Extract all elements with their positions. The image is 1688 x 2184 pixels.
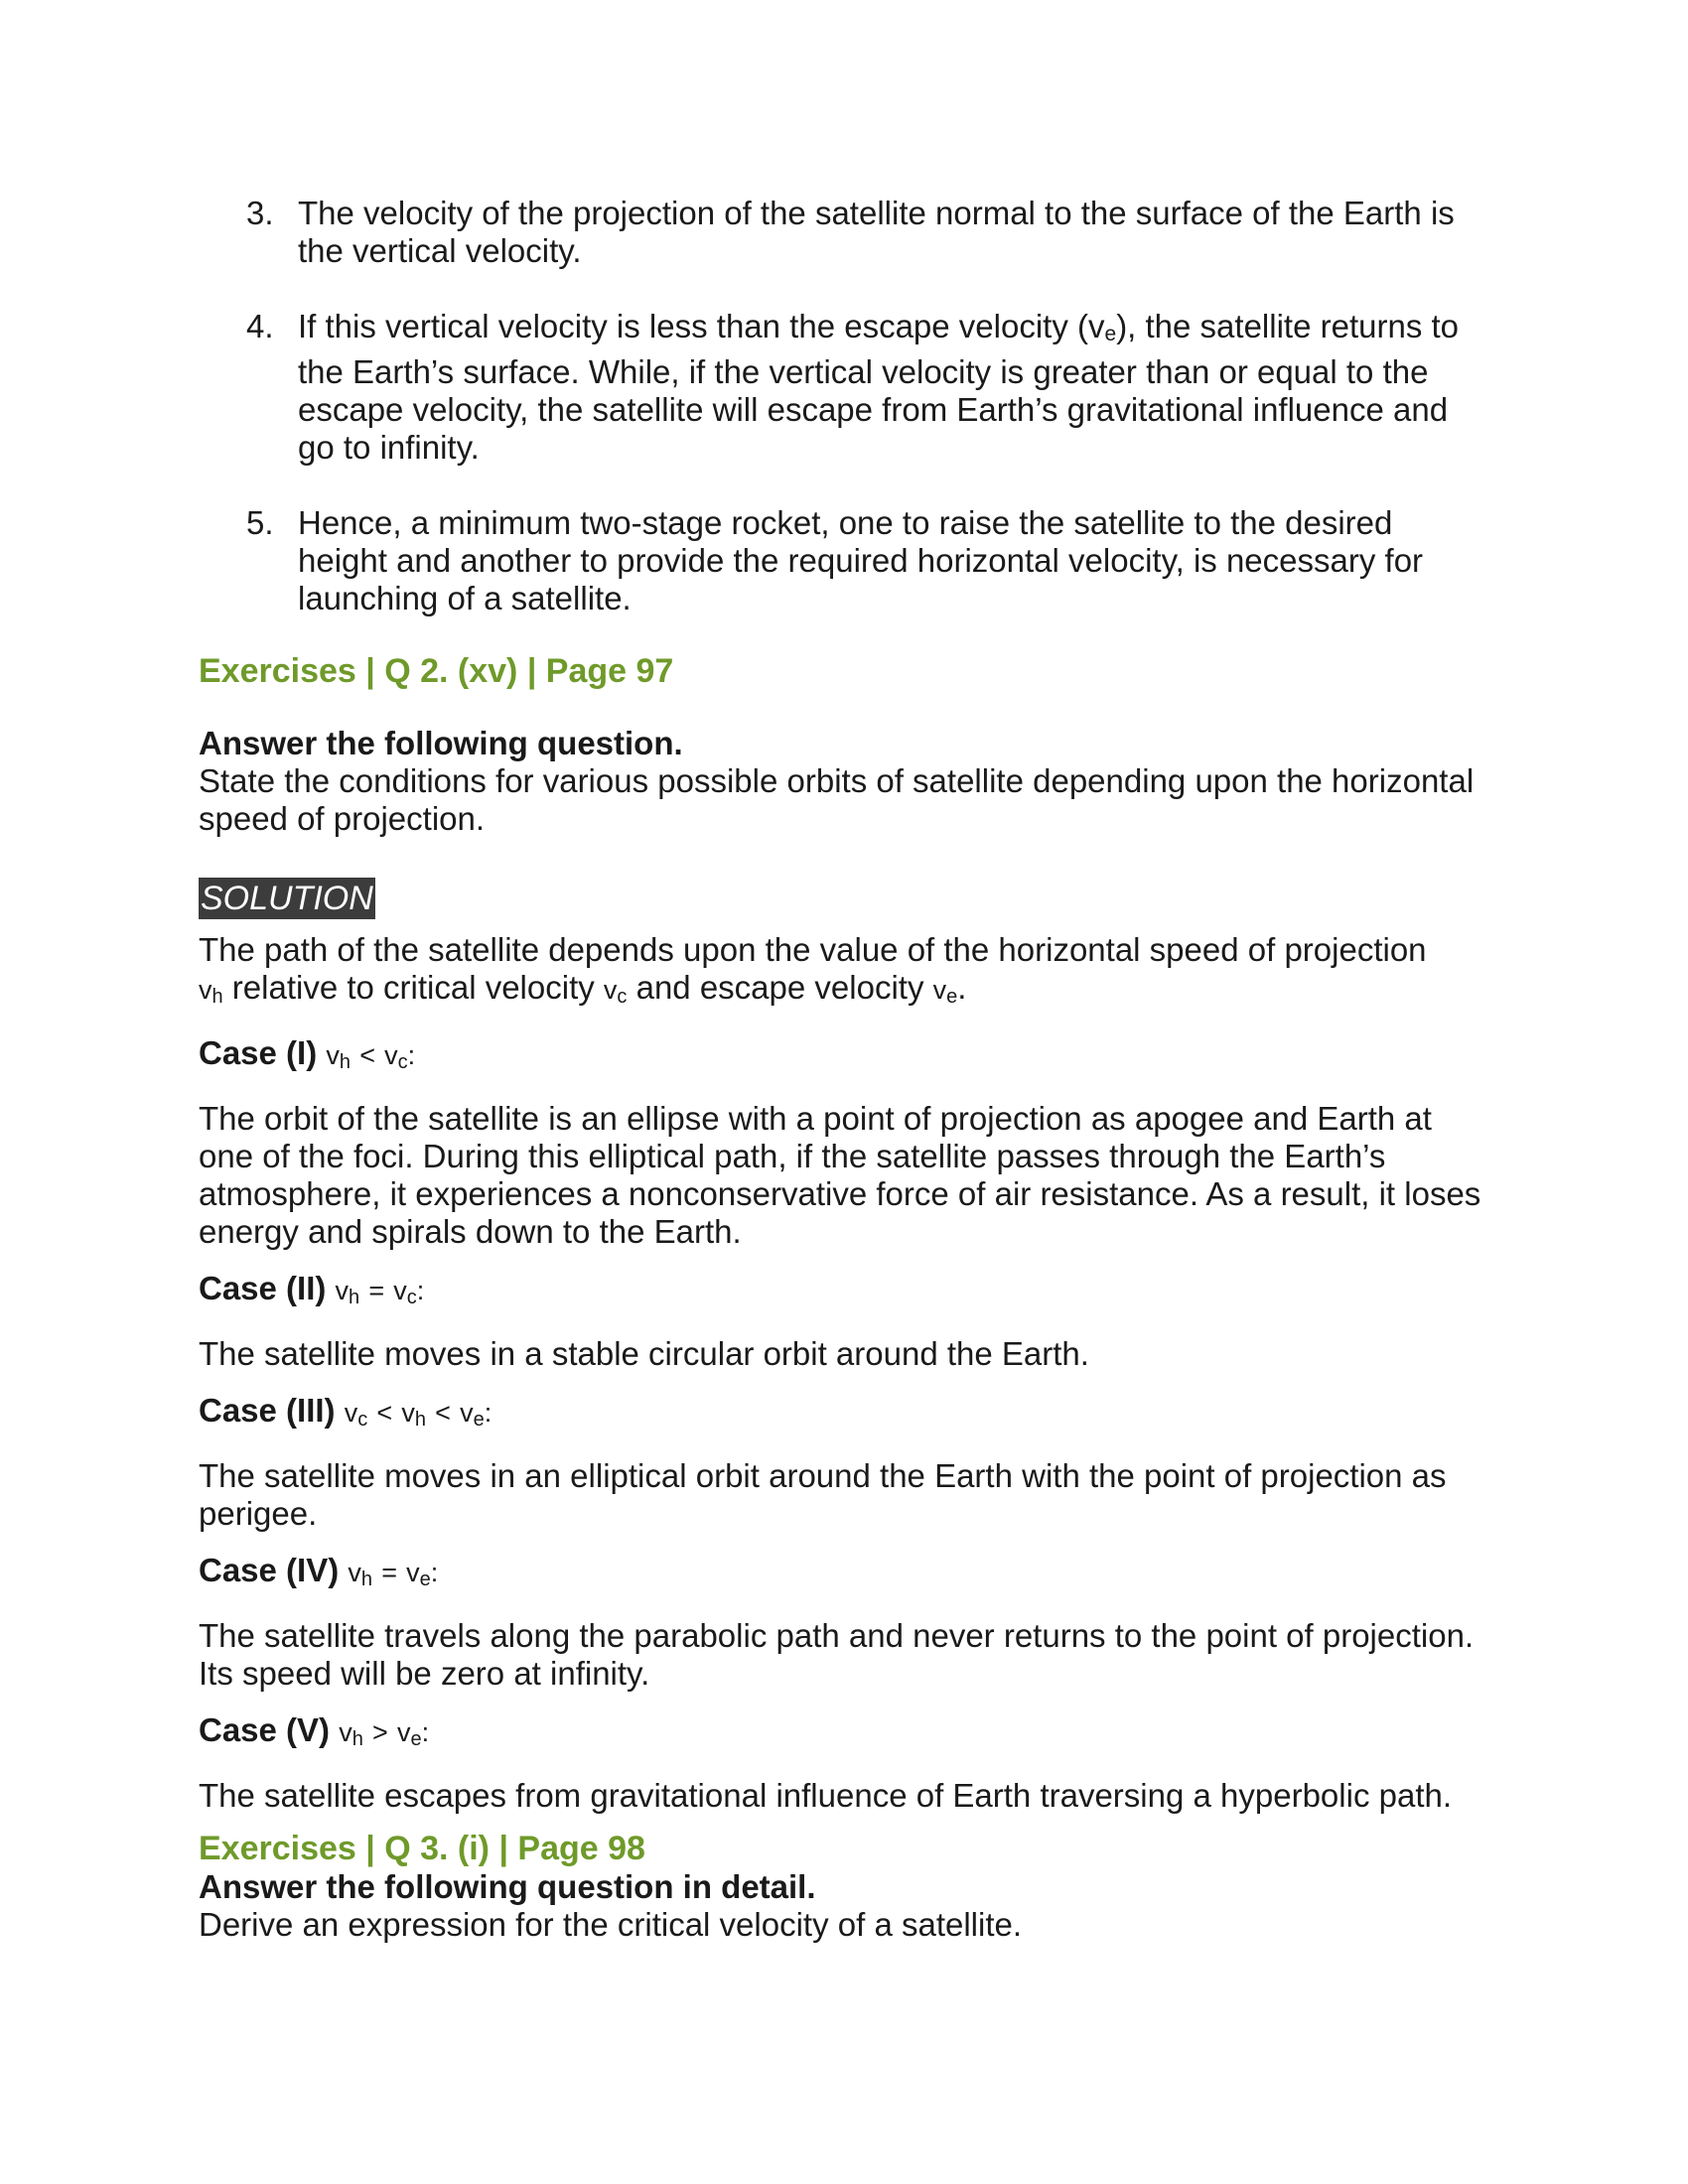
operator: > <box>372 1717 388 1747</box>
case-label: Case (IV) <box>199 1552 340 1588</box>
case-label: Case (I) <box>199 1034 318 1071</box>
document-page <box>199 195 1489 1944</box>
list-text-part: If this vertical velocity is less than the escape velocity (v <box>298 308 1105 344</box>
case-description: The orbit of the satellite is an ellipse with a point of projection as apogee and Earth at one of the foci. During this elliptical path, if the satellite passes through the Earth’s atmosphere, it experiences a nonconservative force of air resistance. As a result, it loses energy and spirals down to the Earth. <box>199 1100 1481 1250</box>
solution-text: and escape velocity <box>635 969 924 1006</box>
case-label: Case (V) <box>199 1711 331 1748</box>
exercise-heading-q2-xv: Exercises | Q 2. (xv) | Page 97 <box>199 652 674 690</box>
list-item-5 <box>199 504 1489 617</box>
case-heading: Case (III) $v_c < v_h < v_e$: <box>199 1392 492 1431</box>
list-text: Hence, a minimum two-stage rocket, one to raise the satellite to the desired height and another to provide the required horizontal velocity, is necessary for launching of a satellite. <box>298 504 1424 616</box>
list-text-part: ), the satellite returns to the Earth’s surface. While, if the vertical velocity is greater than or equal to the escape velocity, the satellite will escape from Earth’s gravitational influence and go to infinity. <box>298 308 1460 466</box>
velocity-symbol: $v_e$ <box>396 1717 422 1750</box>
case-description: The satellite escapes from gravitational influence of Earth traversing a hyperbolic path. <box>199 1777 1453 1814</box>
subscript: e <box>1104 323 1117 345</box>
solution-text: The path of the satellite depends upon the value of the horizontal speed of projection <box>199 931 1427 968</box>
velocity-symbol: $v_e$ <box>460 1398 485 1431</box>
case-description: The satellite moves in an elliptical orbit around the Earth with the point of projection as perigee. <box>199 1457 1447 1532</box>
list-item-4 <box>199 308 1489 467</box>
case-description: The satellite travels along the parabolic path and never returns to the point of projection. Its speed will be zero at infinity. <box>199 1617 1475 1692</box>
velocity-symbol: $v_h$ <box>339 1717 363 1750</box>
question-text: State the conditions for various possible orbits of satellite depending upon the horizontal speed of projection. <box>199 762 1475 837</box>
velocity-symbol: $v_h$ <box>326 1040 352 1073</box>
operator: = <box>381 1558 397 1587</box>
list-text <box>298 308 1489 467</box>
list-number: 3. <box>246 195 274 231</box>
exercise-heading-q3-i: Exercises | Q 3. (i) | Page 98 <box>199 1830 645 1867</box>
question-intro: Answer the following question. <box>199 725 683 761</box>
cases-list <box>199 1033 1489 1815</box>
velocity-symbol: $v_c$ <box>344 1398 368 1431</box>
operator: < <box>376 1398 393 1428</box>
velocity-symbol: $v_e$ <box>406 1558 431 1590</box>
question-intro: Answer the following question in detail. <box>199 1868 816 1905</box>
velocity-symbol: $v_h$ <box>335 1276 360 1308</box>
case-heading: Case (II) $v_h = v_c$: <box>199 1270 425 1308</box>
question-text: Derive an expression for the critical velocity of a satellite. <box>199 1906 1023 1943</box>
velocity-symbol: $v_c$ <box>384 1040 408 1073</box>
operator: < <box>435 1398 451 1428</box>
case-heading: Case (V) $v_h > v_e$: <box>199 1711 430 1750</box>
case-heading: Case (I) $v_h < v_c$: <box>199 1034 416 1073</box>
velocity-symbol: $v_h$ <box>348 1558 373 1590</box>
case-description: The satellite moves in a stable circular orbit around the Earth. <box>199 1335 1089 1372</box>
operator: = <box>368 1276 385 1305</box>
operator: < <box>359 1040 375 1070</box>
symbol-ve: $v_e$ <box>932 975 958 1008</box>
velocity-symbol: $v_h$ <box>401 1398 426 1431</box>
list-number: 4. <box>246 308 274 344</box>
list-number: 5. <box>246 504 274 541</box>
case-label: Case (II) <box>199 1270 327 1306</box>
case-label: Case (III) <box>199 1392 336 1429</box>
velocity-symbol: $v_c$ <box>393 1276 417 1308</box>
solution-text: relative to critical velocity <box>231 969 595 1006</box>
solution-badge: SOLUTION <box>201 880 373 917</box>
case-heading: Case (IV) $v_h = v_e$: <box>199 1552 439 1590</box>
solution-intro: The path of the satellite depends upon the value of the horizontal speed of projection $v_h$ relative to critical velocity $v_c$ and escape velocity $v_e$. <box>199 931 1427 1008</box>
list-item-3 <box>199 195 1489 270</box>
symbol-vh: $v_h$ <box>199 975 223 1008</box>
symbol-vc: $v_c$ <box>603 975 628 1008</box>
list-text: The velocity of the projection of the satellite normal to the surface of the Earth is the vertical velocity. <box>298 195 1455 269</box>
